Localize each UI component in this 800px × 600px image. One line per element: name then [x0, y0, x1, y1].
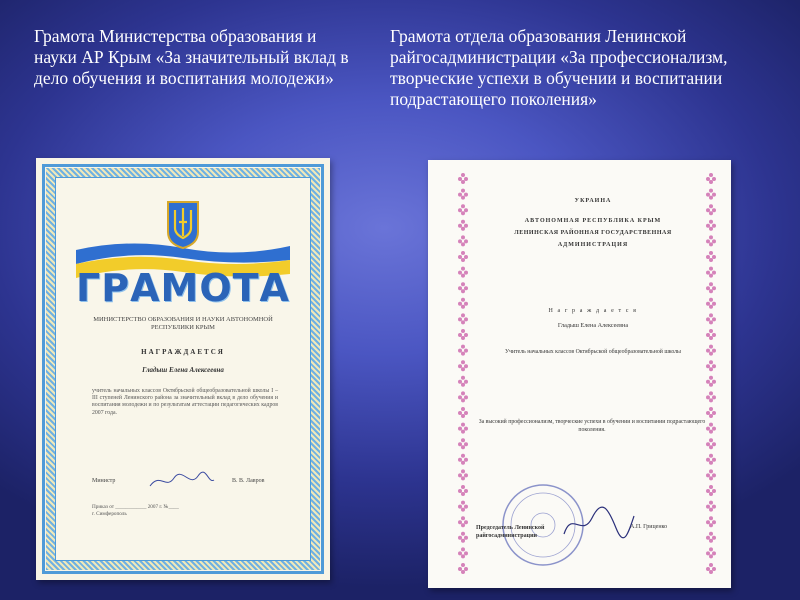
flower-icon	[706, 235, 716, 246]
issuer: МИНИСТЕРСТВО ОБРАЗОВАНИЯ И НАУКИ АВТОНОМНОЙ РЕСПУБЛИКИ КРЫМ	[93, 316, 273, 331]
awarded-label: НАГРАЖДАЕТСЯ	[141, 348, 225, 356]
flower-icon	[706, 360, 716, 371]
recipient-name: Гладыш Елена Алексеевна	[142, 366, 224, 374]
flower-icon	[706, 407, 716, 418]
flower-icon	[706, 485, 716, 496]
flower-icon	[458, 313, 468, 324]
header-country: УКРАИНА	[574, 198, 612, 204]
certificate-district	[428, 160, 731, 588]
flower-icon	[458, 204, 468, 215]
flower-icon	[458, 189, 468, 200]
flower-icon	[458, 469, 468, 480]
flower-icon	[706, 532, 716, 543]
flower-icon	[458, 563, 468, 574]
flower-icon	[458, 360, 468, 371]
flower-icon	[458, 391, 468, 402]
minister-label: Министр	[92, 478, 116, 484]
flower-icon	[706, 454, 716, 465]
award-reason: За высокий профессионализм, творческие успехи в обучении и воспитании подрастающего поколения.	[478, 419, 706, 433]
flower-icon	[458, 532, 468, 543]
flower-icon	[458, 423, 468, 434]
flower-icon	[706, 329, 716, 340]
flower-icon	[458, 235, 468, 246]
header-administration-cont: АДМИНИСТРАЦИЯ	[557, 242, 629, 248]
flower-icon	[706, 282, 716, 293]
flower-icon	[458, 345, 468, 356]
flower-icon	[706, 220, 716, 231]
flower-icon	[706, 391, 716, 402]
flower-icon	[458, 454, 468, 465]
award-text: учитель начальных классов Октябрьской общеобразовательной школы I – III ступеней Ленинского района за значительный вклад в дело обучения и воспитания молодежи и по результатам аттестации педагогических кадров 2007 года.	[92, 388, 278, 416]
flower-icon	[706, 501, 716, 512]
city: г. Симферополь	[92, 511, 127, 517]
flower-icon	[706, 438, 716, 449]
flower-icon	[706, 469, 716, 480]
flower-border-right	[704, 170, 718, 578]
awarded-label: Н а г р а ж д а е т с я	[548, 308, 638, 314]
recipient-name: Гладыш Елена Алексеевна	[557, 322, 629, 329]
certificate-ministry	[36, 158, 330, 580]
flower-icon	[706, 251, 716, 262]
flower-icon	[706, 298, 716, 309]
certificate-title: ГРАМОТА	[76, 266, 290, 310]
flower-icon	[458, 329, 468, 340]
flower-icon	[706, 376, 716, 387]
header-republic: АВТОНОМНАЯ РЕСПУБЛИКА КРЫМ	[524, 218, 662, 224]
minister-name: В. В. Лавров	[232, 478, 265, 484]
order-line	[92, 504, 179, 518]
signature	[146, 470, 216, 492]
trident-emblem-icon	[164, 200, 202, 250]
flower-icon	[706, 313, 716, 324]
flower-icon	[458, 407, 468, 418]
flower-icon	[706, 345, 716, 356]
header-administration: ЛЕНИНСКАЯ РАЙОННАЯ ГОСУДАРСТВЕННАЯ	[514, 230, 672, 236]
flower-icon	[458, 547, 468, 558]
flower-icon	[458, 485, 468, 496]
flower-icon	[706, 173, 716, 184]
flower-icon	[458, 267, 468, 278]
flower-icon	[706, 516, 716, 527]
flower-icon	[458, 516, 468, 527]
flower-icon	[706, 267, 716, 278]
flower-icon	[458, 220, 468, 231]
flower-icon	[458, 298, 468, 309]
flower-icon	[458, 501, 468, 512]
flower-icon	[706, 563, 716, 574]
flower-icon	[706, 204, 716, 215]
flower-icon	[458, 251, 468, 262]
recipient-role: Учитель начальных классов Октябрьской общеобразовательной школы	[505, 349, 681, 355]
flower-icon	[458, 173, 468, 184]
chair-label: Председатель Ленинской райгосадминистрации	[476, 525, 545, 539]
flower-icon	[458, 376, 468, 387]
caption-right: Грамота отдела образования Ленинской райгосадминистрации «За профессионализм, творческие успехи в обучении и воспитании подрастающего поколения»	[390, 26, 728, 109]
flower-icon	[458, 438, 468, 449]
order-number: Приказ от ____________ 2007 г. №____	[92, 504, 179, 510]
flower-icon	[458, 282, 468, 293]
flower-icon	[706, 547, 716, 558]
flower-border-left	[456, 170, 470, 578]
caption-left: Грамота Министерства образования и науки АР Крым «За значительный вклад в дело обучения и воспитания молодежи»	[34, 26, 349, 88]
flower-icon	[706, 189, 716, 200]
chair-name: А.П. Гриценко	[630, 524, 668, 530]
